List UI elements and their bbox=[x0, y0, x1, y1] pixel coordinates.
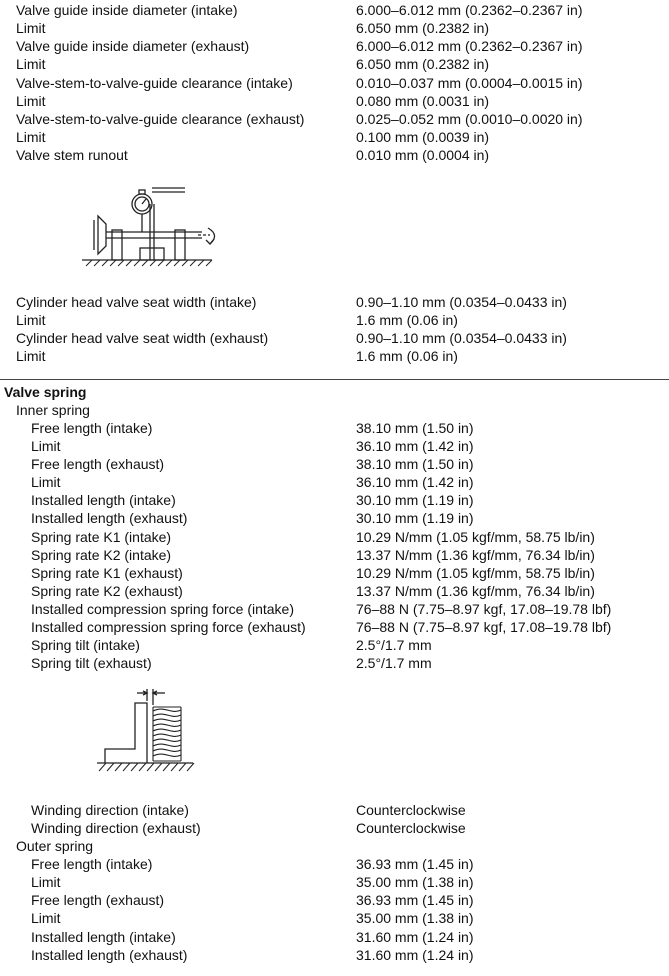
spec-label: Cylinder head valve seat width (exhaust) bbox=[16, 330, 269, 346]
spec-label: Installed length (exhaust) bbox=[31, 947, 188, 963]
spec-value: 36.93 mm (1.45 in) bbox=[356, 892, 474, 908]
spec-label: Valve-stem-to-valve-guide clearance (exhaust) bbox=[16, 111, 305, 127]
spec-label: Valve stem runout bbox=[16, 147, 128, 163]
spec-value: 36.93 mm (1.45 in) bbox=[356, 856, 474, 872]
spec-label: Valve-stem-to-valve-guide clearance (intake) bbox=[16, 75, 293, 91]
spec-value: 76–88 N (7.75–8.97 kgf, 17.08–19.78 lbf) bbox=[356, 619, 612, 635]
spec-label: Limit bbox=[31, 910, 61, 926]
spec-label: Valve guide inside diameter (intake) bbox=[16, 2, 238, 18]
spec-value: 2.5°/1.7 mm bbox=[356, 637, 432, 653]
spec-value: 6.050 mm (0.2382 in) bbox=[356, 56, 490, 72]
spec-value: 31.60 mm (1.24 in) bbox=[356, 947, 474, 963]
spec-value: 36.10 mm (1.42 in) bbox=[356, 438, 474, 454]
spec-label: Limit bbox=[16, 129, 46, 145]
spec-label: Valve guide inside diameter (exhaust) bbox=[16, 38, 250, 54]
spec-label: Spring tilt (exhaust) bbox=[31, 655, 152, 671]
spec-value: 0.010 mm (0.0004 in) bbox=[356, 147, 490, 163]
subsection-heading-outer-spring: Outer spring bbox=[16, 838, 94, 854]
spec-label: Installed length (exhaust) bbox=[31, 510, 188, 526]
spec-value: 30.10 mm (1.19 in) bbox=[356, 510, 474, 526]
spec-label: Spring tilt (intake) bbox=[31, 637, 140, 653]
spec-value: 0.100 mm (0.0039 in) bbox=[356, 129, 490, 145]
spec-label: Limit bbox=[16, 93, 46, 109]
spec-label: Limit bbox=[16, 56, 46, 72]
spec-value: 0.080 mm (0.0031 in) bbox=[356, 93, 490, 109]
spec-value: 13.37 N/mm (1.36 kgf/mm, 76.34 lb/in) bbox=[356, 583, 595, 599]
spec-value: 1.6 mm (0.06 in) bbox=[356, 312, 458, 328]
subsection-heading-inner-spring: Inner spring bbox=[16, 402, 90, 418]
spec-label: Limit bbox=[31, 438, 61, 454]
spec-value: Counterclockwise bbox=[356, 802, 466, 818]
spec-label: Limit bbox=[16, 312, 46, 328]
spec-value: 2.5°/1.7 mm bbox=[356, 655, 432, 671]
spring-tilt-icon bbox=[95, 685, 205, 780]
spec-value: 6.000–6.012 mm (0.2362–0.2367 in) bbox=[356, 38, 583, 54]
spec-value: 6.000–6.012 mm (0.2362–0.2367 in) bbox=[356, 2, 583, 18]
spec-label: Limit bbox=[31, 474, 61, 490]
spec-label: Spring rate K1 (exhaust) bbox=[31, 565, 183, 581]
spec-label: Free length (intake) bbox=[31, 856, 153, 872]
spec-label: Free length (exhaust) bbox=[31, 892, 165, 908]
spec-value: 6.050 mm (0.2382 in) bbox=[356, 20, 490, 36]
section-heading-valve-spring: Valve spring bbox=[4, 384, 87, 400]
spec-value: 10.29 N/mm (1.05 kgf/mm, 58.75 lb/in) bbox=[356, 529, 595, 545]
spec-value: 38.10 mm (1.50 in) bbox=[356, 456, 474, 472]
spec-value: 35.00 mm (1.38 in) bbox=[356, 874, 474, 890]
spec-label: Limit bbox=[16, 348, 46, 364]
dial-gauge-runout-icon bbox=[80, 180, 230, 270]
spec-label: Installed compression spring force (exhaust) bbox=[31, 619, 306, 635]
spec-label: Installed compression spring force (intake) bbox=[31, 601, 295, 617]
spec-value: 0.010–0.037 mm (0.0004–0.0015 in) bbox=[356, 75, 583, 91]
spec-value: 38.10 mm (1.50 in) bbox=[356, 420, 474, 436]
spec-label: Limit bbox=[16, 20, 46, 36]
spec-label: Winding direction (intake) bbox=[31, 802, 189, 818]
spec-label: Free length (exhaust) bbox=[31, 456, 165, 472]
spec-value: 76–88 N (7.75–8.97 kgf, 17.08–19.78 lbf) bbox=[356, 601, 612, 617]
spec-value: 0.025–0.052 mm (0.0010–0.0020 in) bbox=[356, 111, 583, 127]
spec-value: 31.60 mm (1.24 in) bbox=[356, 929, 474, 945]
spec-value: 10.29 N/mm (1.05 kgf/mm, 58.75 lb/in) bbox=[356, 565, 595, 581]
spec-value: 0.90–1.10 mm (0.0354–0.0433 in) bbox=[356, 330, 567, 346]
spec-value: 36.10 mm (1.42 in) bbox=[356, 474, 474, 490]
spec-value: 1.6 mm (0.06 in) bbox=[356, 348, 458, 364]
spec-label: Free length (intake) bbox=[31, 420, 153, 436]
spec-label: Limit bbox=[31, 874, 61, 890]
spec-label: Installed length (intake) bbox=[31, 492, 176, 508]
spec-label: Installed length (intake) bbox=[31, 929, 176, 945]
spec-label: Spring rate K2 (exhaust) bbox=[31, 583, 183, 599]
spec-label: Spring rate K2 (intake) bbox=[31, 547, 172, 563]
spec-value: 35.00 mm (1.38 in) bbox=[356, 910, 474, 926]
spec-value: Counterclockwise bbox=[356, 820, 466, 836]
spec-label: Cylinder head valve seat width (intake) bbox=[16, 294, 257, 310]
spec-value: 0.90–1.10 mm (0.0354–0.0433 in) bbox=[356, 294, 567, 310]
spec-label: Winding direction (exhaust) bbox=[31, 820, 201, 836]
spec-value: 30.10 mm (1.19 in) bbox=[356, 492, 474, 508]
spec-label: Spring rate K1 (intake) bbox=[31, 529, 172, 545]
section-divider bbox=[0, 379, 669, 380]
spec-value: 13.37 N/mm (1.36 kgf/mm, 76.34 lb/in) bbox=[356, 547, 595, 563]
